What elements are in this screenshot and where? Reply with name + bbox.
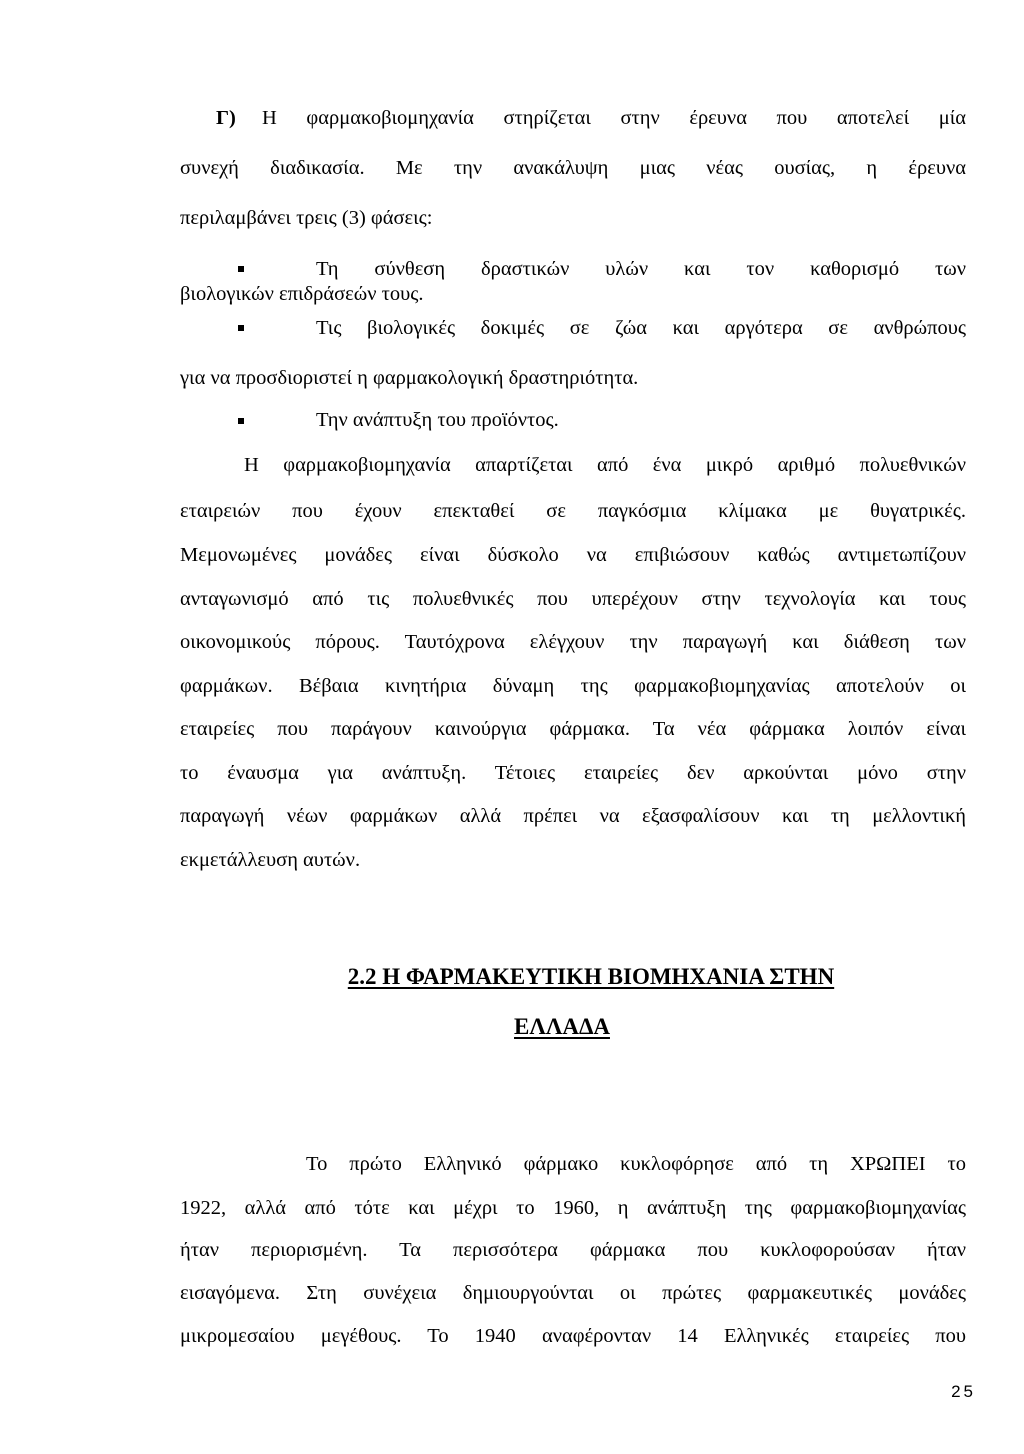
paragraph-line: παραγωγή νέων φαρμάκων αλλά πρέπει να εξασφαλίσουν και τη μελλοντική — [180, 805, 966, 827]
bullet-icon — [238, 418, 244, 424]
bullet-2-line-1: Τις βιολογικές δοκιμές σε ζώα και αργότερα σε ανθρώπους — [316, 317, 966, 339]
section-heading: 2.2 Η ΦΑΡΜΑΚΕΥΤΙΚΗ ΒΙΟΜΗΧΑΝΙΑ ΣΤΗΝ — [347, 964, 835, 989]
bullet-1-line-1: Τη σύνθεση δραστικών υλών και τον καθορισμό των — [316, 258, 966, 280]
paragraph-line: εισαγόμενα. Στη συνέχεια δημιουργούνται οι πρώτες φαρμακευτικές μονάδες — [180, 1282, 966, 1304]
paragraph-line: οικονομικούς πόρους. Ταυτόχρονα ελέγχουν την παραγωγή και διάθεση των — [180, 631, 966, 653]
paragraph-line: Το πρώτο Ελληνικό φάρμακο κυκλοφόρησε από τη ΧΡΩΠΕΙ το — [306, 1153, 966, 1175]
intro-line-3: περιλαμβάνει τρεις (3) φάσεις: — [180, 207, 433, 229]
paragraph-line: το έναυσμα για ανάπτυξη. Τέτοιες εταιρείες δεν αρκούνται μόνο στην — [180, 762, 966, 784]
paragraph-line: 1922, αλλά από τότε και μέχρι το 1960, η ανάπτυξη της φαρμακοβιομηχανίας — [180, 1197, 966, 1219]
intro-line-1: Η φαρμακοβιομηχανία στηρίζεται στην έρευνα που αποτελεί μία — [262, 107, 966, 129]
paragraph-line: εκμετάλλευση αυτών. — [180, 849, 361, 871]
intro-line-2: συνεχή διαδικασία. Με την ανακάλυψη μιας νέας ουσίας, η έρευνα — [180, 157, 966, 179]
paragraph-line: Η φαρμακοβιομηχανία απαρτίζεται από ένα μικρό αριθμό πολυεθνικών — [244, 454, 966, 476]
section-heading-continued: ΕΛΛΑΔΑ — [514, 1014, 610, 1039]
bullet-2-line-2: για να προσδιοριστεί η φαρμακολογική δραστηριότητα. — [180, 367, 639, 389]
page-number: 25 — [951, 1382, 976, 1401]
paragraph-line: εταιρειών που έχουν επεκταθεί σε παγκόσμια κλίμακα με θυγατρικές. — [180, 500, 966, 522]
bullet-3-line-1: Την ανάπτυξη του προϊόντος. — [316, 409, 559, 431]
bullet-icon — [238, 266, 244, 272]
paragraph-line: ήταν περιορισμένη. Τα περισσότερα φάρμακα που κυκλοφορούσαν ήταν — [180, 1239, 966, 1261]
paragraph-line: Μεμονωμένες μονάδες είναι δύσκολο να επιβιώσουν καθώς αντιμετωπίζουν — [180, 544, 966, 566]
paragraph-line: μικρομεσαίου μεγέθους. Το 1940 αναφέρονταν 14 Ελληνικές εταιρείες που — [180, 1325, 966, 1347]
section-marker: Γ) — [216, 107, 236, 129]
paragraph-line: φαρμάκων. Βέβαια κινητήρια δύναμη της φαρμακοβιομηχανίας αποτελούν οι — [180, 675, 966, 697]
bullet-1-line-2: βιολογικών επιδράσεών τους. — [180, 283, 424, 305]
bullet-icon — [238, 325, 244, 331]
paragraph-line: ανταγωνισμό από τις πολυεθνικές που υπερέχουν στην τεχνολογία και τους — [180, 588, 966, 610]
paragraph-line: εταιρείες που παράγουν καινούργια φάρμακα. Τα νέα φάρμακα λοιπόν είναι — [180, 718, 966, 740]
